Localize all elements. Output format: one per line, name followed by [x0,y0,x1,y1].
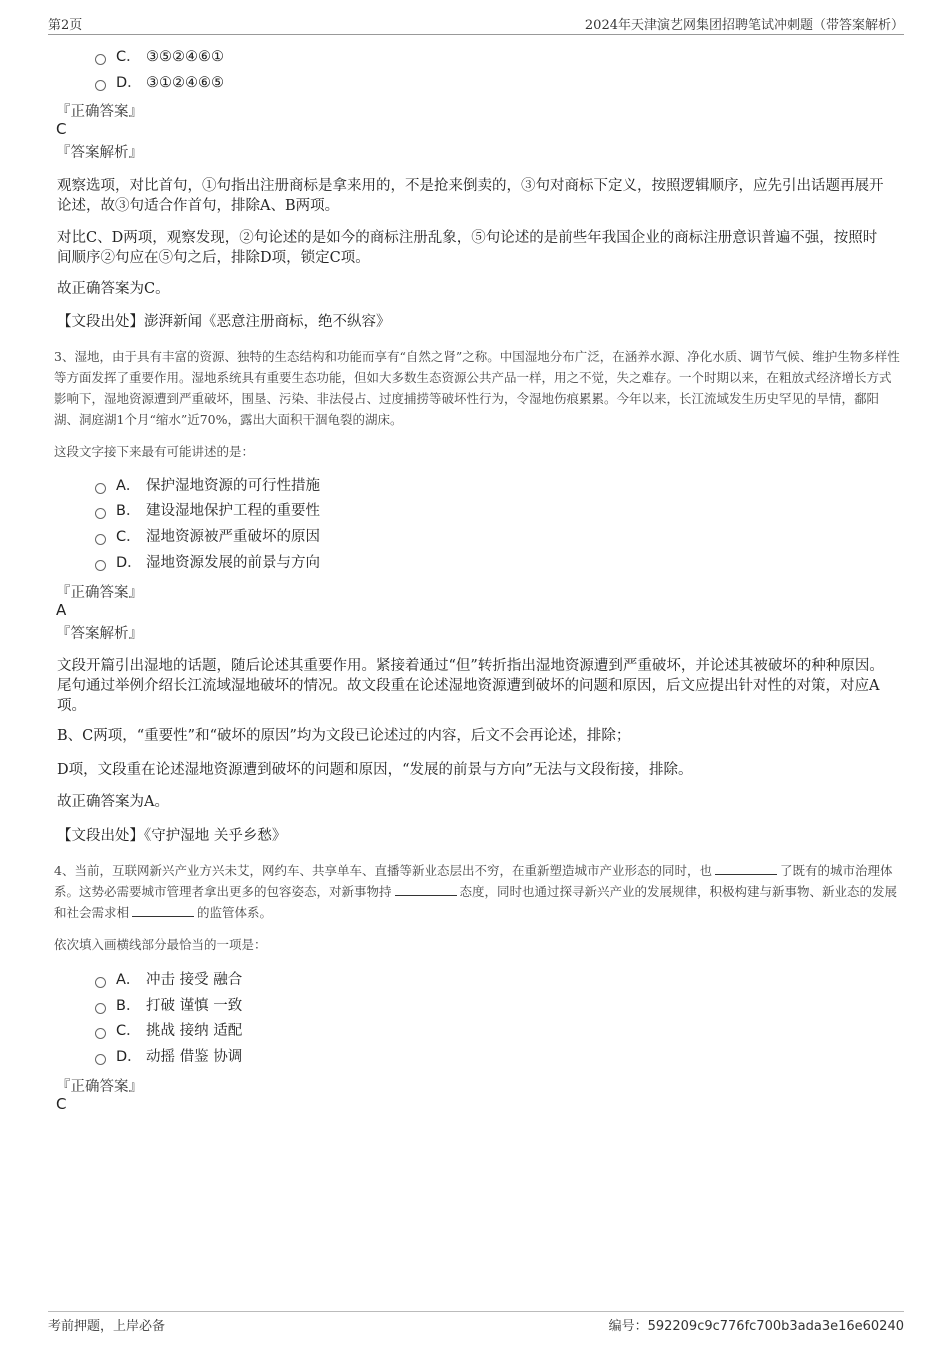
analysis-paragraph: B、C两项，“重要性”和“破坏的原因”均为文段已论述过的内容，后文不会再论述，排除； [57,728,631,744]
page-header [48,14,904,35]
footer-slogan: 考前押题，上岸必备 [48,1319,166,1334]
analysis-label: 『答案解析』 [56,145,143,161]
radio-icon[interactable] [95,508,106,519]
question-prompt: 依次填入画横线部分最恰当的一项是： [54,937,267,952]
correct-answer-label: 『正确答案』 [56,1079,143,1095]
radio-icon[interactable] [95,80,106,91]
document-code: 编号：592209c9c776fc700b3ada3e16e60240 [608,1319,904,1334]
option-q2-c[interactable]: C． ③⑤②④⑥① [95,46,224,68]
option-q4-c[interactable]: C． 挑战 接纳 适配 [95,1020,242,1042]
analysis-conclusion: 故正确答案为A。 [57,794,169,810]
radio-icon[interactable] [95,534,106,545]
radio-icon[interactable] [95,560,106,571]
radio-icon[interactable] [95,483,106,494]
radio-icon[interactable] [95,1003,106,1014]
option-q4-d[interactable]: D． 动摇 借鉴 协调 [95,1046,242,1068]
option-q3-b[interactable]: B． 建设湿地保护工程的重要性 [95,500,320,522]
radio-icon[interactable] [95,1028,106,1039]
correct-answer: C [56,1095,67,1113]
source-citation: 【文段出处】《守护湿地 关乎乡愁》 [57,828,287,844]
option-q3-a[interactable]: A． 保护湿地资源的可行性措施 [95,475,320,497]
analysis-paragraph: 对比C、D两项，观察发现，②句论述的是如今的商标注册乱象，⑤句论述的是前些年我国企业的商标注册意识普遍不强，按照时间顺序②句应在⑤句之后，排除D项，锁定C项。 [57,230,878,266]
correct-answer: A [56,601,67,619]
option-q4-b[interactable]: B． 打破 谨慎 一致 [95,995,242,1017]
fill-blank [132,904,194,917]
analysis-paragraph: 文段开篇引出湿地的话题，随后论述其重要作用。紧接着通过“但”转折指出湿地资源遭到严重破坏，并论述其被破坏的种种原因。尾句通过举例介绍长江流域湿地破坏的情况。故文段重在论述湿地资源遭到破坏的问题和原因，后文应提出针对性的对策，对应A项。 [57,658,884,714]
page-footer [48,1311,904,1336]
radio-icon[interactable] [95,54,106,65]
page-number: 第2页 [48,18,83,33]
document-title: 2024年天津演艺网集团招聘笔试冲刺题（带答案解析） [584,18,904,33]
source-citation: 【文段出处】澎湃新闻《恶意注册商标，绝不纵容》 [57,314,391,330]
analysis-paragraph: D项，文段重在论述湿地资源遭到破坏的问题和原因，“发展的前景与方向”无法与文段衔接，排除。 [57,762,693,778]
option-q3-d[interactable]: D． 湿地资源发展的前景与方向 [95,552,320,574]
question-stem: 4、当前，互联网新兴产业方兴未艾，网约车、共享单车、直播等新业态层出不穷，在重新塑造城市产业形态的同时，也 了既有的城市治理体系。这势必需要城市管理者拿出更多的包容姿态，对新事物持 态度，同时也通过探寻新兴产业的发展规律，积极构建与新事物、新业态的发展和社会需求相 的监管体系。 [54,863,898,920]
option-q2-d[interactable]: D． ③①②④⑥⑤ [95,72,224,94]
fill-blank [715,862,777,875]
fill-blank [395,883,457,896]
correct-answer-label: 『正确答案』 [56,104,143,120]
analysis-label: 『答案解析』 [56,626,143,642]
analysis-paragraph: 观察选项，对比首句，①句指出注册商标是拿来用的，不是抢来倒卖的，③句对商标下定义，按照逻辑顺序，应先引出话题再展开论述，故③句适合作首句，排除A、B两项。 [57,178,884,214]
option-q4-a[interactable]: A． 冲击 接受 融合 [95,969,242,991]
radio-icon[interactable] [95,1054,106,1065]
question-stem: 3、湿地，由于具有丰富的资源、独特的生态结构和功能而享有“自然之肾”之称。中国湿地分布广泛，在涵养水源、净化水质、调节气候、维护生物多样性等方面发挥了重要作用。湿地系统具有重要生态功能，但如大多数生态资源公共产品一样，用之不觉，失之难存。一个时期以来，在粗放式经济增长方式影响下，湿地资源遭到严重破坏，围垦、污染、非法侵占、过度捕捞等破坏性行为，令湿地伤痕累累。今年以来，长江流域发生历史罕见的旱情，鄱阳湖、洞庭湖1个月“缩水”近70%，露出大面积干涸龟裂的湖床。 [54,349,900,427]
correct-answer: C [56,120,67,138]
correct-answer-label: 『正确答案』 [56,585,143,601]
option-q3-c[interactable]: C． 湿地资源被严重破坏的原因 [95,526,320,548]
question-prompt: 这段文字接下来最有可能讲述的是： [54,444,255,459]
analysis-conclusion: 故正确答案为C。 [57,281,170,297]
radio-icon[interactable] [95,977,106,988]
